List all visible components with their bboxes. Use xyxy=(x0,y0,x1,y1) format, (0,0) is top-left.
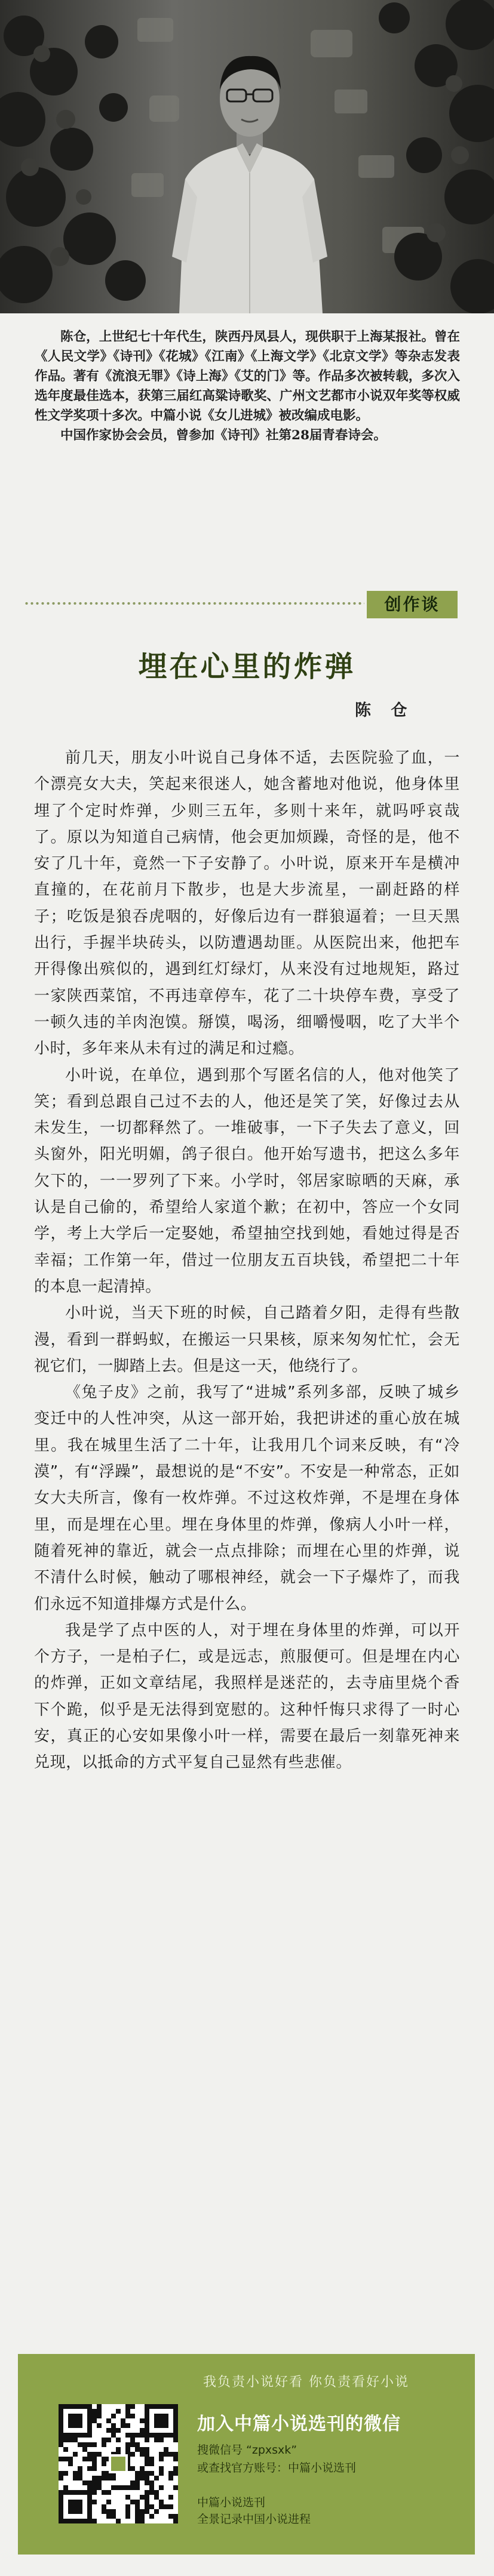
bio-paragraph: 陈仓，上世纪七十年代生，陕西丹凤县人，现供职于上海某报社。曾在《人民文学》《诗刊》《花城》《江南》《上海文学》《北京文学》等杂志发表作品。著有《流浪无罪》《诗上海》《艾的门》等。作品多次被转载，多次入选年度最佳选本，获第三届红高粱诗歌奖、广州文艺都市小说双年奖等权威性文学奖项十多次。中篇小说《女儿进城》被改编成电影。 xyxy=(35,329,460,423)
official-account-text: 或查找官方账号：中篇小说选刊 xyxy=(197,2461,357,2475)
article-title: 埋在心里的炸弹 xyxy=(138,650,356,683)
footer-title: 加入中篇小说选刊的微信 xyxy=(197,2414,401,2435)
article-paragraph: 小叶说，在单位，遇到那个写匿名信的人，他对他笑了笑；看到总跟自己过不去的人，他还是笑了笑，好像过去从未发生，一切都释然了。一堆破事，一下子失去了意义，回头窗外，阳光明媚，鸽子很白。他开始写遗书，把这么多年欠下的，一一罗列了下来。小学时，邻居家晾晒的天麻，承认是自己偷的，希望给人家道个歉；在初中，答应一个女同学，考上大学后一定娶她，希望抽空找到她，看她过得是否幸福；工作第一年，借过一位朋友五百块钱，希望把二十年的本息一起清掉。 xyxy=(34,1066,460,1296)
article-body xyxy=(34,745,460,1776)
section-tag: 创作谈 xyxy=(367,591,458,618)
magazine-desc: 全景记录中国小说进程 xyxy=(197,2513,311,2526)
footer-banner xyxy=(18,2354,475,2555)
dotted-divider xyxy=(24,602,364,605)
article-paragraph: 小叶说，当天下班的时候，自己踏着夕阳，走得有些散漫，看到一群蚂蚁，在搬运一只果核，原来匆匆忙忙，会无视它们，一脚踏上去。但是这一天，他绕行了。 xyxy=(34,1304,460,1375)
article-paragraph: 我是学了点中医的人，对于埋在身体里的炸弹，可以开个方子，一是柏子仁，或是远志，煎服便可。但是埋在内心的炸弹，正如文章结尾，我照样是迷茫的，去寺庙里烧个香下个跪，似乎是无法得到宽慰的。这种忏悔只求得了一时心安，真正的心安如果像小叶一样，需要在最后一刻靠死神来兑现，以抵命的方式平复自己显然有些悲催。 xyxy=(34,1621,460,1772)
article-paragraph: 前几天，朋友小叶说自己身体不适，去医院验了血，一个漂亮女大夫，笑起来很迷人，她含蓄地对他说，他身体里埋了个定时炸弹，少则三五年，多则十来年，就吗呼哀哉了。原以为知道自己病情，他会更加烦躁，奇怪的是，他不安了几十年，竟然一下子安静了。小叶说，原来开车是横冲直撞的，在花前月下散步，也是大步流星，一副赶路的样子；吃饭是狼吞虎咽的，好像后边有一群狼逼着；一旦天黑出行，手握半块砖头，以防遭遇劫匪。从医院出来，他把车开得像出殡似的，遇到红灯绿灯，从来没有过地规矩，路过一家陕西菜馆，不再违章停车，花了二十块停车费，享受了一顿久违的羊肉泡馍。掰馍，喝汤，细嚼慢咽，吃了大半个小时，多年来从未有过的满足和过瘾。 xyxy=(34,749,460,1058)
footer-slogan: 我负责小说好看 你负责看好小说 xyxy=(203,2375,409,2390)
article-paragraph: 《兔子皮》之前，我写了“进城”系列多部，反映了城乡变迁中的人性冲突，从这一部开始，我把讲述的重心放在城里。我在城里生活了二十年，让我用几个词来反映，有“冷漠”，有“浮躁”，最想说的是“不安”。不安是一种常态，正如女大夫所言，像有一枚炸弹。不过这枚炸弹，不是埋在身体里，而是埋在心里。埋在身体里的炸弹，像病人小叶一样，随着死神的靠近，就会一点点排除；而埋在心里的炸弹，说不清什么时候，触动了哪根神经，就会一下子爆炸了，而我们永远不知道排爆方式是什么。 xyxy=(34,1383,460,1613)
magazine-name: 中篇小说选刊 xyxy=(197,2496,266,2509)
qr-code-icon[interactable] xyxy=(59,2404,178,2523)
article-author: 陈 仓 xyxy=(355,701,415,720)
author-bio xyxy=(35,327,460,445)
author-photo xyxy=(0,0,494,313)
bio-paragraph: 中国作家协会会员，曾参加《诗刊》社第28届青春诗会。 xyxy=(60,428,386,443)
wechat-id: 搜微信号 “zpxsxk” xyxy=(197,2443,297,2457)
